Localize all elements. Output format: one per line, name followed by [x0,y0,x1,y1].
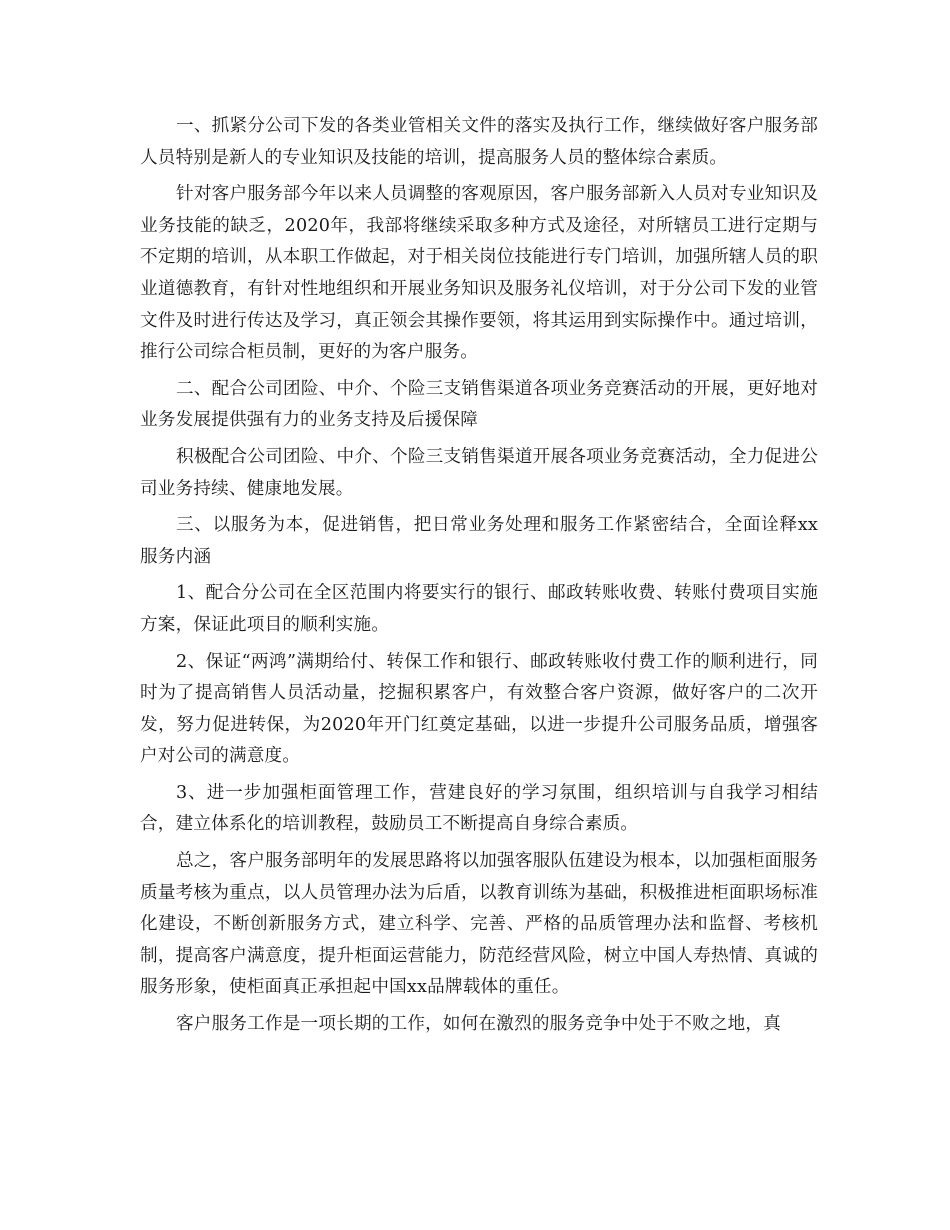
paragraph-section-two-heading: 二、配合公司团险、中介、个险三支销售渠道各项业务竞赛活动的开展，更好地对业务发展提供强有力的业务支持及后援保障 [140,378,818,431]
paragraph-section-three-heading: 三、以服务为本，促进销售，把日常业务处理和服务工作紧密结合，全面诠释xx服务内涵 [140,515,818,567]
document-body [140,111,818,1046]
paragraph-closing-partial: 客户服务工作是一项长期的工作，如何在激烈的服务竞争中处于不败之地，真 [176,1014,781,1035]
paragraph-item-two: 2、保证“两鸿”满期给付、转保工作和银行、邮政转账收付费工作的顺利进行，同时为了提高销售人员活动量，挖掘积累客户，有效整合客户资源，做好客户的二次开发，努力促进转保，为2020年开门红奠定基础，以进一步提升公司服务品质，增强客户对公司的满意度。 [140,651,818,767]
paragraph-item-one: 1、配合分公司在全区范围内将要实行的银行、邮政转账收费、转账付费项目实施方案，保证此项目的顺利实施。 [140,583,818,635]
paragraph-section-one-heading: 一、抓紧分公司下发的各类业管相关文件的落实及执行工作，继续做好客户服务部人员特别是新人的专业知识及技能的培训，提高服务人员的整体综合素质。 [140,116,818,168]
paragraph-training-plan: 针对客户服务部今年以来人员调整的客观原因，客户服务部新入人员对专业知识及业务技能的缺乏，2020年，我部将继续采取多种方式及途径，对所辖员工进行定期与不定期的培训，从本职工作做起，对于相关岗位技能进行专门培训，加强所辖人员的职业道德教育，有针对性地组织和开展业务知识及服务礼仪培训，对于分公司下发的业管文件及时进行传达及学习，真正领会其操作要领，将其运用到实际操作中。通过培训，推行公司综合柜员制，更好的为客户服务。 [140,184,818,363]
paragraph-item-three: 3、进一步加强柜面管理工作，营建良好的学习氛围，组织培训与自我学习相结合，建立体系化的培训教程，鼓励员工不断提高自身综合素质。 [140,782,818,835]
paragraph-summary: 总之，客户服务部明年的发展思路将以加强客服队伍建设为根本，以加强柜面服务质量考核为重点，以人员管理办法为后盾，以教育训练为基础，积极推进柜面职场标准化建设，不断创新服务方式，建立科学、完善、严格的品质管理办法和监督、考核机制，提高客户满意度，提升柜面运营能力，防范经营风险，树立中国人寿热情、真诚的服务形象，使柜面真正承担起中国xx品牌载体的重任。 [140,851,818,998]
paragraph-sales-support: 积极配合公司团险、中介、个险三支销售渠道开展各项业务竞赛活动，全力促进公司业务持续、健康地发展。 [140,446,818,499]
